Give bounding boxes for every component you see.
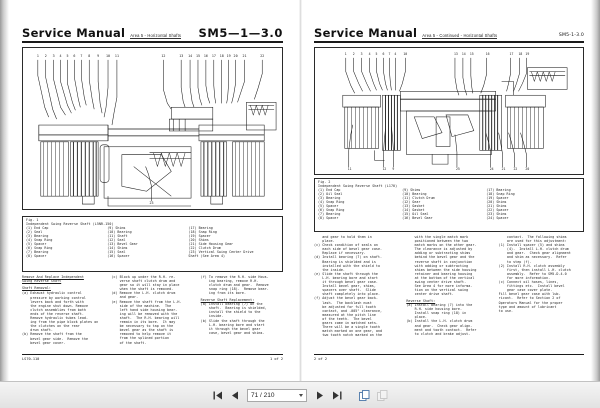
body-line: the engine shut down. Remove [22, 303, 89, 308]
body-line: be adjusted for full tooth [314, 304, 376, 309]
part-item: (20) Shims [486, 200, 507, 205]
thumbnail-view-button[interactable] [357, 388, 371, 402]
body-line: (1) Install spacer (5) and shims [498, 243, 565, 248]
figure-caption-left: Independent Swing Reverse Shaft (L5NR-150) [26, 221, 114, 226]
body-column-2-left [111, 275, 193, 357]
body-line: and gear. Check gear align- [406, 323, 473, 328]
body-line: R.H. side housing bore. [406, 307, 463, 312]
part-item: (2) Seal [26, 230, 43, 235]
page-footer-right [314, 354, 584, 363]
svg-text:13: 13 [179, 53, 184, 58]
part-item: (18) Snap Ring [188, 230, 217, 235]
body-line: (e) Remove the shaft from the L.H. [111, 299, 182, 304]
part-item: (8) Spacer [26, 254, 47, 259]
part-item: (5) Spacer [318, 204, 339, 209]
page-number-value: 71 / 210 [251, 391, 275, 399]
body-line: (c) Connect oil hoses, lines, [498, 280, 559, 285]
chevron-right-icon [316, 391, 324, 400]
body-line: to step (f). [498, 259, 532, 264]
svg-text:17: 17 [509, 51, 514, 56]
page-shadow-left [0, 0, 9, 381]
svg-text:2: 2 [352, 51, 355, 56]
body-line: of the shaft. [111, 340, 147, 345]
part-item: (21) Side Housing Gear [188, 242, 234, 247]
svg-text:3: 3 [52, 53, 55, 58]
body-column-3-right [499, 235, 584, 357]
svg-text:10: 10 [106, 53, 111, 58]
parts-column-2-right [402, 189, 486, 221]
svg-text:20: 20 [525, 167, 530, 172]
svg-text:1: 1 [344, 51, 347, 56]
body-line: drum shaft. [22, 328, 53, 333]
body-line: remain in its bore. It may [111, 320, 176, 325]
body-line: (4). Install L.H. clutch drum [498, 247, 569, 252]
parts-column-3-right [486, 189, 580, 221]
part-item: (21) Shims [486, 204, 507, 209]
body-line: inside. [200, 314, 224, 319]
svg-text:13: 13 [453, 51, 458, 56]
manual-code-left: SM5—1—3.0 [198, 26, 283, 40]
svg-text:22: 22 [260, 53, 265, 58]
pages-icon [359, 390, 370, 401]
body-line: match marks on the other gear. [406, 243, 477, 248]
part-item: (19) Spacer [486, 196, 509, 201]
part-item: (22) Spacer [486, 208, 509, 213]
part-item: (8) Spacer [318, 216, 339, 221]
technical-diagram-left [23, 48, 282, 209]
part-item: (3) Bearing [26, 234, 49, 239]
body-line: ends of the reverse shaft. [22, 311, 84, 316]
parts-column-2-left [107, 227, 188, 259]
svg-text:4: 4 [394, 51, 397, 56]
body-line: levers back and forth with [22, 299, 84, 304]
body-text-left [22, 275, 283, 357]
body-line: measured at the pitch line [314, 312, 376, 317]
part-item: (15) Oil Seal [402, 212, 429, 217]
svg-text:20: 20 [233, 53, 238, 58]
body-line: bevel gear side. Remove the [22, 336, 89, 341]
figure-label-right: Fig. 2 [318, 180, 331, 184]
body-line: with the single match mark [406, 235, 469, 239]
part-item: (16) Spacer [107, 254, 130, 259]
svg-text:11: 11 [114, 53, 119, 58]
svg-text:6: 6 [73, 53, 76, 58]
chevron-left-icon [231, 391, 239, 400]
document-page-right[interactable] [300, 0, 600, 381]
page-footer-left [22, 354, 283, 363]
body-line: installed with the shield to [314, 263, 381, 268]
part-item: (3) Bearing [318, 196, 341, 201]
body-line: at the bottom of the vertical [406, 275, 475, 280]
figure-caption-right: Independent Swing Reverse Shaft (L170) [318, 183, 398, 188]
manual-subtitle-left: Area 5 - Horizontal Shafts [130, 32, 182, 38]
body-line: and gear. Check gear alignment [498, 251, 571, 256]
svg-text:5: 5 [375, 51, 378, 56]
body-line: shims between the side housing [406, 267, 477, 272]
body-line: left hand side housing bear- [111, 307, 178, 312]
body-line: (a) Install bearing (7) on the [200, 302, 263, 307]
last-page-button[interactable] [330, 388, 343, 402]
body-line: (e) Slide the shaft through the [314, 271, 378, 276]
body-line: clutch drum and gear. Remove [200, 283, 269, 288]
part-item: (12) Seal [107, 238, 126, 243]
svg-text:7: 7 [80, 53, 83, 58]
next-page-button[interactable] [313, 388, 326, 402]
body-line: gear case cover plate. [498, 288, 553, 293]
parts-list-left [22, 216, 283, 272]
part-item: (15) Seal [107, 250, 126, 255]
section-title-line2: Swing Reverse Shaft [22, 279, 62, 284]
first-page-button[interactable] [211, 388, 224, 402]
svg-text:16: 16 [203, 53, 208, 58]
body-line: of the teeth. The bevel [314, 316, 372, 321]
part-item: (17) Bearing [188, 226, 213, 231]
svg-text:19: 19 [226, 53, 231, 58]
body-line: (2) Install R.H. clutch assembly [498, 263, 565, 268]
body-line: and gear to hold them in [314, 235, 372, 239]
svg-text:11: 11 [347, 167, 352, 172]
body-line: (b) Slide the shaft through the [200, 318, 265, 323]
part-item: (9) Shims [402, 188, 421, 193]
figure-box-left [22, 47, 283, 210]
body-line: (f) To remove the R.H. side Hous- [200, 275, 269, 279]
body-line: match marked on one gear, and [314, 329, 383, 334]
svg-text:9: 9 [392, 167, 395, 172]
body-line: (d) Remove the L.H. clutch drum [111, 291, 176, 296]
manual-title-right: Service Manual [314, 26, 418, 40]
body-line: gear so it will stay in place [111, 283, 180, 288]
svg-text:2: 2 [44, 53, 47, 58]
manual-title-left: Service Manual [22, 26, 126, 40]
body-line: behind the bevel gear and the [406, 255, 475, 260]
body-line: shaft. Bearing is shielded, [200, 306, 267, 311]
figure-label-left: Fig. 1 [26, 218, 39, 222]
body-line: to clutch and brake adjust- [406, 331, 471, 336]
part-item: (1) End Cap [26, 226, 49, 231]
body-line: positioned between the two [406, 239, 469, 244]
body-line: contact. The following shims [498, 235, 567, 239]
part-item: (23) Vertical Swing Center Drive [188, 250, 254, 255]
svg-text:22: 22 [513, 167, 518, 172]
part-item: (6) Snap Ring [318, 208, 345, 213]
body-column-1-right [314, 235, 399, 357]
body-line: place. [406, 315, 427, 320]
body-line: (a) Install bearing (7) into the [406, 303, 473, 308]
page-navigation-group [211, 388, 389, 402]
svg-text:9: 9 [97, 53, 100, 58]
footer-doc-id-left: LS70-110 [22, 356, 40, 361]
part-item: (6) Snap Ring [26, 246, 53, 251]
body-line: it through the bevel gear [200, 326, 261, 331]
body-line: bevel gear as the shaft is [111, 328, 174, 333]
part-item: (11) Clutch Drum [402, 196, 435, 201]
body-line: each side of bevel gear case. [314, 247, 383, 252]
svg-text:10: 10 [403, 51, 408, 56]
svg-text:14: 14 [188, 53, 193, 58]
svg-text:14: 14 [461, 51, 466, 56]
part-item: (9) Shims [107, 226, 126, 231]
body-line: spacers over shaft. Slide [314, 288, 376, 293]
parts-column-1-right [318, 189, 402, 221]
body-subheading: Reverse Shaft: [406, 299, 436, 303]
body-line: when the shaft is removed. [111, 287, 174, 292]
body-line: case, bevel gear and shims. [200, 330, 265, 335]
footer-page-count-left: 1 of 2 [270, 356, 283, 361]
page-gutter [299, 0, 302, 381]
part-item: (13) Gasket [402, 204, 425, 209]
part-item: (24) Spacer [486, 216, 509, 221]
svg-text:15: 15 [469, 51, 474, 56]
body-line: shaft completely into place. [314, 292, 381, 297]
body-line: ment and tooth contact. Refer [406, 327, 477, 332]
body-line: reverse shaft in conjunction [406, 259, 473, 264]
body-text-right [314, 235, 584, 357]
body-line: (d) Install bearing (7) on shaft. [314, 255, 383, 260]
svg-text:1: 1 [36, 53, 39, 58]
body-line: See Area 4 for more informa- [406, 284, 473, 289]
body-line: two tooth notch marked on the [314, 333, 383, 338]
manual-code-right: SM5-1-3.0 [558, 33, 584, 38]
svg-text:25: 25 [455, 167, 460, 172]
part-item: (7) Bearing [26, 250, 49, 255]
body-line: contact, and .005" clearance, [314, 308, 383, 313]
part-item: (1) End Cap [318, 188, 341, 193]
body-line: lash. The backlash must [314, 300, 372, 305]
part-item: (4) Snap Ring [318, 200, 345, 205]
section-subheading: Shaft Removal: [22, 285, 51, 290]
part-item: (5) Spacer [26, 242, 47, 247]
part-item: Shaft (See Area 4) [188, 254, 226, 259]
body-line: ing bearing, remove R.H. [200, 279, 259, 284]
svg-text:24: 24 [489, 167, 494, 172]
part-item: (14) Shims [107, 246, 128, 251]
svg-text:12: 12 [382, 167, 387, 172]
manual-subtitle-right: Area 5 - Continued - Horizontal Shafts [422, 32, 498, 38]
body-line: adding or subtracting shims [406, 251, 471, 256]
svg-text:4: 4 [368, 51, 371, 56]
body-line: install the shield to the [200, 310, 261, 315]
body-line: Replace if necessary. [314, 251, 366, 256]
body-line: L.H. bearing bore and start [314, 275, 378, 280]
body-line: ing from the pipe block plates on [22, 320, 99, 325]
part-item: (7) Bearing [318, 212, 341, 217]
body-line: side of the machine. The [111, 303, 172, 308]
body-line: (c) Check condition of seals on [314, 243, 378, 248]
part-item: (4) Snap Ring [26, 238, 53, 243]
svg-text:4: 4 [59, 53, 62, 58]
body-line: be necessary to tap on the [111, 324, 174, 329]
chevron-down-icon[interactable] [299, 394, 303, 397]
body-column-1-left [22, 275, 104, 357]
body-line: clutch assemblies from both [22, 307, 86, 312]
body-line: Install snap ring (18) in [406, 311, 467, 316]
body-line: ricant. Refer to Section 2 of [498, 296, 561, 301]
body-line: and shim as necessary. Refer [498, 255, 567, 260]
body-line: assembly. Refer to SM5-D-4.0 [498, 271, 567, 276]
body-column-3-left [201, 275, 283, 357]
previous-page-button[interactable] [228, 388, 241, 402]
body-line: ing will be removed with the [111, 311, 178, 316]
svg-text:16: 16 [485, 51, 490, 56]
body-line: L.H. bearing bore and start [200, 322, 265, 327]
part-item: (22) Clutch Drum [188, 246, 221, 251]
svg-text:5: 5 [66, 53, 69, 58]
svg-text:6: 6 [382, 51, 385, 56]
page-header-right [314, 26, 584, 43]
body-line: ing from its bore. [200, 291, 247, 296]
body-line: (c) Block up under the R.H. re- [111, 275, 176, 279]
part-item: (20) Shims [188, 238, 209, 243]
body-line: place. [314, 239, 335, 244]
body-line: tion on the vertical swing [406, 288, 469, 293]
svg-text:12: 12 [161, 53, 166, 58]
body-line: the inside. [314, 267, 345, 272]
page-header-left [22, 26, 283, 43]
body-line: (f) Adjust the bevel gear back- [314, 296, 378, 301]
body-line: swing center drive shaft. [406, 280, 467, 285]
svg-text:3: 3 [360, 51, 363, 56]
parts-column-1-left [26, 227, 107, 259]
pdf-toolbar [0, 381, 600, 408]
svg-text:19: 19 [525, 51, 530, 56]
part-item: (12) Gear [402, 200, 421, 205]
svg-text:23: 23 [149, 201, 154, 206]
technical-diagram-right [315, 48, 583, 174]
copy-page-button[interactable] [375, 388, 389, 402]
part-item: (19) Spacer [188, 234, 211, 239]
svg-text:7: 7 [388, 51, 391, 56]
body-line: (a) Exhaust hydraulic control [22, 291, 82, 296]
page-shadow-right [591, 0, 600, 381]
body-line: Fill bevel gear case with lub- [498, 292, 561, 297]
part-item: (17) Bearing [486, 188, 511, 193]
svg-text:17: 17 [211, 53, 216, 58]
body-line: Install bevel gear, shims, [314, 284, 376, 289]
body-line: fittings etc. Install bevel [498, 284, 565, 289]
body-line: (b) Remove the shaft from the [22, 332, 82, 337]
svg-text:18: 18 [219, 53, 224, 58]
part-item: (18) Snap Ring [486, 192, 515, 197]
part-item: (14) Gasket [402, 208, 425, 213]
body-line: The clearance is adjusted by [406, 247, 473, 252]
body-line: center drive shaft. [406, 292, 454, 297]
body-column-2-right [406, 235, 491, 357]
svg-text:15: 15 [195, 53, 201, 58]
parts-column-3-left [188, 227, 279, 259]
body-line: first, then install L.H. clutch [498, 267, 571, 272]
body-line: the clutches on the rear [22, 324, 80, 329]
body-line: and gear. [111, 295, 139, 300]
body-line: pressure by working control [22, 295, 86, 300]
last-page-icon [332, 391, 342, 400]
body-line: shaft. The R.H. bearing will [111, 315, 180, 320]
part-item: (10) Bearing [107, 230, 132, 235]
parts-list-right [314, 178, 584, 232]
body-line: it through bevel gear case. [314, 280, 378, 285]
body-line: bevel gear cover. [22, 340, 66, 345]
document-page-left[interactable] [0, 0, 300, 381]
svg-text:21: 21 [501, 167, 506, 172]
body-subheading: Reverse Shaft Replacement: [200, 298, 255, 303]
body-line: snap ring (18). Remove bear- [200, 287, 269, 292]
body-line: to use. [498, 308, 514, 313]
section-title-line1: Remove And Replace Independent [22, 275, 84, 279]
part-item: (11) Shaft [107, 234, 128, 239]
body-line: Operators Manual for the proper [498, 300, 563, 305]
part-item: (2) Oil Seal [318, 192, 343, 197]
body-line: Remove hydraulic tubes lead- [22, 316, 89, 321]
body-line: removed to help remove it [111, 332, 172, 337]
body-line: There will be a single tooth [314, 325, 381, 330]
svg-text:21: 21 [242, 53, 247, 58]
copy-icon [377, 390, 388, 401]
part-item: (10) Bearing [402, 192, 427, 197]
body-line: (b) Install the L.H. clutch drum [406, 319, 473, 324]
body-line: verse shaft clutch drum and [111, 279, 176, 284]
first-page-icon [213, 391, 223, 400]
body-line: from the splined portion [111, 336, 170, 341]
body-line: type and amount of lubricant [498, 304, 557, 309]
footer-page-count-right: 2 of 2 [314, 356, 327, 361]
figure-box-right [314, 47, 584, 175]
body-line: Bearing is shielded and is [314, 259, 376, 264]
svg-text:18: 18 [518, 51, 523, 56]
svg-text:8: 8 [88, 53, 91, 58]
part-item: (23) Shims [486, 212, 507, 217]
part-item: (16) Bevel Gear [402, 216, 433, 221]
body-line: for more information. [498, 275, 551, 280]
body-line: with adding or subtracting [406, 263, 469, 268]
body-line: retainer and bearing housing [406, 271, 473, 276]
body-line: gears come in matched sets. [314, 320, 378, 325]
body-line: are used for this adjustment: [498, 239, 567, 244]
page-number-input[interactable] [247, 389, 307, 402]
part-item: (13) Bevel Gear [107, 242, 138, 247]
